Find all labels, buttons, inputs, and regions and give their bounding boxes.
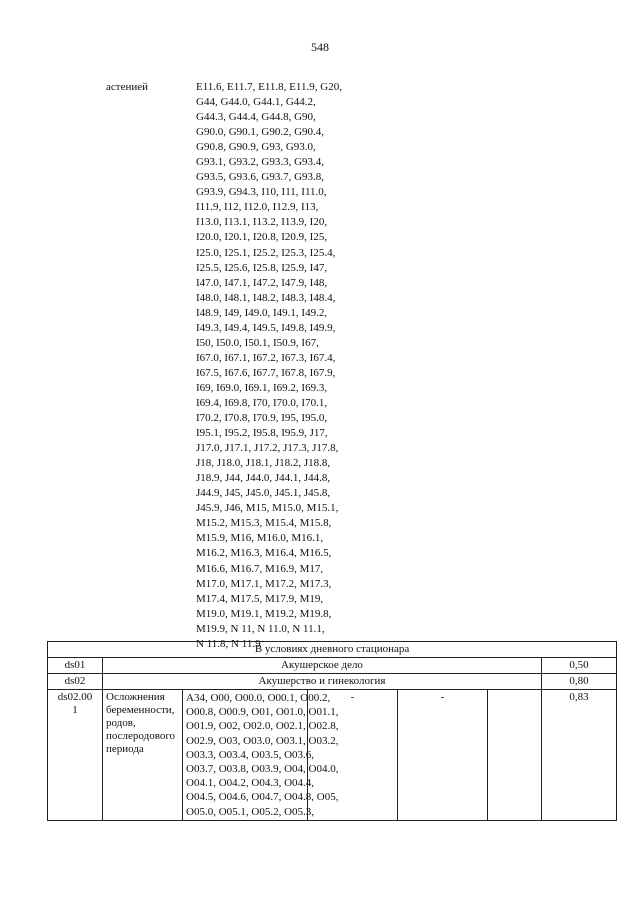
code-line: G44, G44.0, G44.1, G44.2, <box>196 96 316 109</box>
detail-name-line: периода <box>106 743 144 755</box>
code-line: J17.0, J17.1, J17.2, J17.3, J17.8, <box>196 442 339 455</box>
section-header: В условиях дневного стационара <box>48 642 617 658</box>
code-line: M17.4, M17.5, M17.9, M19, <box>196 592 324 605</box>
code-line: I69.4, I69.8, I70, I70.0, I70.1, <box>196 396 328 409</box>
code-line: O05.0, O05.1, O05.2, O05.3, <box>186 805 315 818</box>
code-line: G93.5, G93.6, G93.7, G93.8, <box>196 171 325 184</box>
code-line: M19.9, N 11, N 11.0, N 11.1, <box>196 622 325 635</box>
code-line: G93.9, G94.3, I10, I11, I11.0, <box>196 186 327 199</box>
detail-dash: - <box>308 690 398 821</box>
code-line: I11.9, I12, I12.0, I12.9, I13, <box>196 201 319 214</box>
code-line: I47.0, I47.1, I47.2, I47.9, I48, <box>196 276 328 289</box>
code-line: I13.0, I13.1, I13.2, I13.9, I20, <box>196 216 328 229</box>
page-number: 548 <box>311 40 329 54</box>
detail-dash: - <box>398 690 488 821</box>
code-line: O01.9, O02, O02.0, O02.1, O02.8, <box>186 720 339 733</box>
detail-name-line: родов, <box>106 717 136 729</box>
detail-icd-codes <box>183 690 339 821</box>
code-line: O04.5, O04.6, O04.7, O04.8, O05, <box>186 791 339 804</box>
table-row <box>48 690 617 821</box>
tariff-table <box>47 641 617 821</box>
detail-name-line: Осложнения <box>106 691 165 703</box>
code-line: M15.9, M16, M16.0, M16.1, <box>196 532 324 545</box>
code-line: O03.7, O03.8, O03.9, O04, O04.0, <box>186 763 339 776</box>
code-line: I95.1, I95.2, I95.8, I95.9, J17, <box>196 427 328 440</box>
code-line: I67.5, I67.6, I67.7, I67.8, I67.9, <box>196 366 336 379</box>
code-line: O03.3, O03.4, O03.5, O03.6, <box>186 748 315 761</box>
code-line: I49.3, I49.4, I49.5, I49.8, I49.9, <box>196 321 336 334</box>
code-line: G90.8, G90.9, G93, G93.0, <box>196 141 316 154</box>
code-line: J18.9, J44, J44.0, J44.1, J44.8, <box>196 472 331 485</box>
detail-empty-cell <box>488 690 542 821</box>
code-line: I50, I50.0, I50.1, I50.9, I67, <box>196 336 319 349</box>
row-coefficient: 0,80 <box>542 674 617 690</box>
table-row <box>48 658 617 674</box>
detail-name <box>103 690 183 821</box>
code-line: E11.6, E11.7, E11.8, E11.9, G20, <box>196 81 342 93</box>
code-line: G90.0, G90.1, G90.2, G90.4, <box>196 126 325 139</box>
row-name: Акушерское дело <box>103 658 542 674</box>
table-row <box>48 674 617 690</box>
detail-name-line: послеродового <box>106 730 176 742</box>
code-line: N 11.8, N 11.9 <box>196 637 261 650</box>
code-line: I67.0, I67.1, I67.2, I67.3, I67.4, <box>196 351 336 364</box>
detail-code-part: ds02.00 <box>57 691 93 703</box>
row-name: Акушерство и гинекология <box>103 674 542 690</box>
code-line: I70.2, I70.8, I70.9, I95, I95.0, <box>196 412 328 425</box>
code-line: I48.0, I48.1, I48.2, I48.3, I48.4, <box>196 291 336 304</box>
code-line: I48.9, I49, I49.0, I49.1, I49.2, <box>196 306 328 319</box>
detail-code-part: 1 <box>72 704 78 716</box>
code-line: J45.9, J46, M15, M15.0, M15.1, <box>196 502 339 515</box>
code-line: I20.0, I20.1, I20.8, I20.9, I25, <box>196 231 328 244</box>
code-line: O00.8, O00.9, O01, O01.0, O01.1, <box>186 706 339 719</box>
code-line: M16.2, M16.3, M16.4, M16.5, <box>196 547 332 560</box>
code-line: A34, O00, O00.0, O00.1, O00.2, <box>186 692 331 704</box>
code-line: I25.5, I25.6, I25.8, I25.9, I47, <box>196 261 328 274</box>
code-line: J44.9, J45, J45.0, J45.1, J45.8, <box>196 487 331 500</box>
code-line: M15.2, M15.3, M15.4, M15.8, <box>196 517 332 530</box>
row-code: ds01 <box>48 658 103 674</box>
top-row-icd-codes <box>196 80 386 652</box>
code-line: M16.6, M16.7, M16.9, M17, <box>196 562 324 575</box>
row-coefficient: 0,50 <box>542 658 617 674</box>
row-code: ds02 <box>48 674 103 690</box>
code-line: G93.1, G93.2, G93.3, G93.4, <box>196 156 325 169</box>
code-line: M19.0, M19.1, M19.2, M19.8, <box>196 607 332 620</box>
detail-code <box>48 690 103 821</box>
code-line: J18, J18.0, J18.1, J18.2, J18.8, <box>196 457 331 470</box>
code-line: O02.9, O03, O03.0, O03.1, O03.2, <box>186 734 339 747</box>
code-line: O04.1, O04.2, O04.3, O04.4, <box>186 777 315 790</box>
code-line: M17.0, M17.1, M17.2, M17.3, <box>196 577 332 590</box>
detail-name-line: беременности, <box>106 704 175 716</box>
code-line: I69, I69.0, I69.1, I69.2, I69.3, <box>196 381 328 394</box>
section-header-row <box>48 642 617 658</box>
detail-coefficient: 0,83 <box>542 690 617 821</box>
code-line: G44.3, G44.4, G44.8, G90, <box>196 111 316 124</box>
top-row-label: астенией <box>106 81 148 93</box>
code-line: I25.0, I25.1, I25.2, I25.3, I25.4, <box>196 246 336 259</box>
